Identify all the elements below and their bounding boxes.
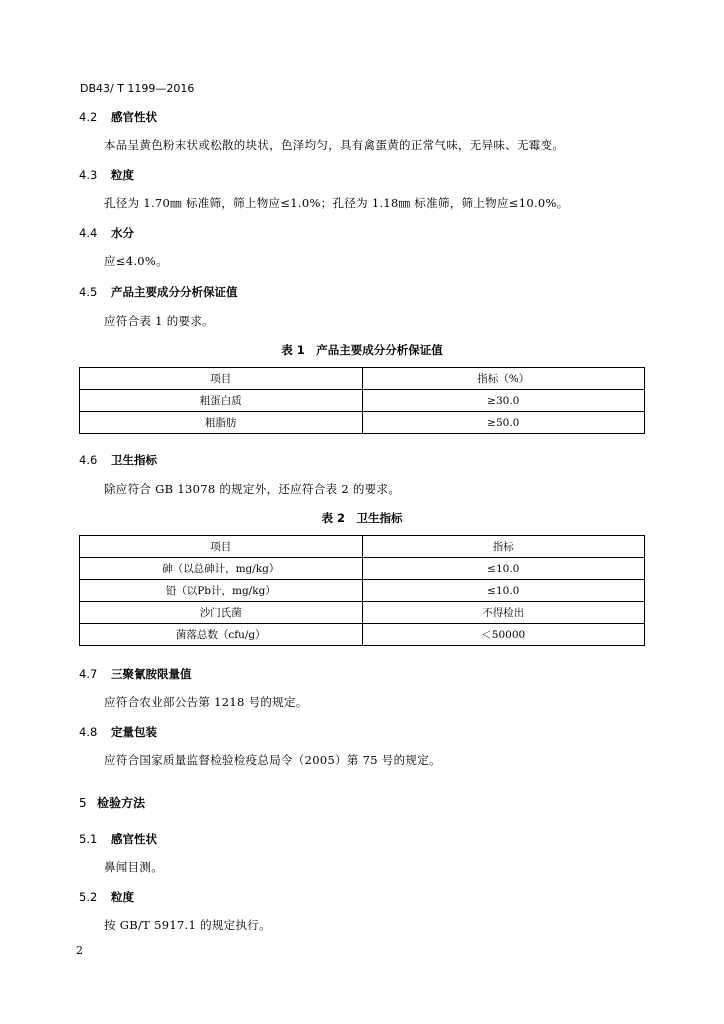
paragraph: 本品呈黄色粉末状或松散的块状，色泽均匀，具有禽蛋黄的正常气味，无异味、无霉变。 (104, 138, 565, 152)
paragraph: 应符合表 1 的要求。 (104, 314, 214, 328)
table-1 (79, 367, 645, 434)
section-title: 定量包装 (111, 725, 157, 739)
table-cell: ≥30.0 (362, 390, 645, 412)
chapter-number: 5 (79, 796, 87, 810)
section-number: 4.5 (79, 285, 98, 299)
table-row (80, 602, 645, 624)
section-number: 4.4 (79, 226, 98, 240)
paragraph: 除应符合 GB 13078 的规定外，还应符合表 2 的要求。 (104, 482, 401, 496)
table-cell: 粗脂肪 (80, 412, 363, 434)
chapter-heading (79, 794, 145, 811)
table-header-cell: 项目 (80, 368, 363, 390)
section-number: 4.6 (79, 453, 98, 467)
table-cell: ≤10.0 (362, 558, 645, 580)
section-number: 5.2 (79, 890, 98, 904)
table-cell: 铅（以Pb计，mg/kg） (80, 580, 363, 602)
section-title: 水分 (111, 226, 134, 240)
section-number: 5.1 (79, 832, 98, 846)
section-heading (79, 666, 192, 682)
table-cell: 沙门氏菌 (80, 602, 363, 624)
table-2 (79, 535, 645, 646)
page-number: 2 (76, 944, 83, 957)
paragraph: 孔径为 1.70㎜ 标准筛，筛上物应≤1.0%；孔径为 1.18㎜ 标准筛，筛上物应≤10.0%。 (104, 196, 569, 210)
table-row (80, 558, 645, 580)
section-title: 产品主要成分分析保证值 (111, 285, 238, 299)
section-heading (79, 167, 134, 183)
table-caption: 表 1 产品主要成分分析保证值 (281, 343, 443, 357)
paragraph: 应符合国家质量监督检验检疫总局令（2005）第 75 号的规定。 (104, 753, 441, 767)
section-heading (79, 831, 157, 847)
section-heading (79, 225, 134, 241)
table-caption: 表 2 卫生指标 (321, 511, 403, 525)
table-header-cell: 指标 (362, 536, 645, 558)
paragraph: 应符合农业部公告第 1218 号的规定。 (104, 695, 308, 709)
section-number: 4.8 (79, 725, 98, 739)
table-row (80, 412, 645, 434)
table-cell: ≥50.0 (362, 412, 645, 434)
section-number: 4.3 (79, 168, 98, 182)
section-heading (79, 724, 157, 740)
table-cell: 不得检出 (362, 602, 645, 624)
chapter-title: 检验方法 (97, 796, 146, 810)
table-cell: ＜50000 (362, 624, 645, 646)
section-title: 三聚氰胺限量值 (111, 667, 192, 681)
section-title: 粒度 (111, 890, 134, 904)
table-header-cell: 项目 (80, 536, 363, 558)
section-title: 感官性状 (111, 832, 157, 846)
table-row (80, 624, 645, 646)
section-number: 4.7 (79, 667, 98, 681)
table-header-row (80, 536, 645, 558)
table-row (80, 580, 645, 602)
section-heading (79, 452, 157, 468)
section-heading (79, 889, 134, 905)
section-heading (79, 109, 157, 125)
paragraph: 鼻闻目测。 (104, 860, 163, 874)
document-header: DB43/ T 1199—2016 (80, 82, 195, 95)
section-heading (79, 284, 238, 300)
paragraph: 按 GB/T 5917.1 的规定执行。 (104, 918, 271, 932)
table-header-cell: 指标（%） (362, 368, 645, 390)
table-cell: 菌落总数（cfu/g） (80, 624, 363, 646)
section-title: 感官性状 (111, 110, 157, 124)
table-cell: 砷（以总砷计，mg/kg） (80, 558, 363, 580)
paragraph: 应≤4.0%。 (104, 254, 168, 268)
table-cell: 粗蛋白质 (80, 390, 363, 412)
section-title: 粒度 (111, 168, 134, 182)
table-header-row (80, 368, 645, 390)
table-cell: ≤10.0 (362, 580, 645, 602)
section-number: 4.2 (79, 110, 98, 124)
section-title: 卫生指标 (111, 453, 157, 467)
table-row (80, 390, 645, 412)
